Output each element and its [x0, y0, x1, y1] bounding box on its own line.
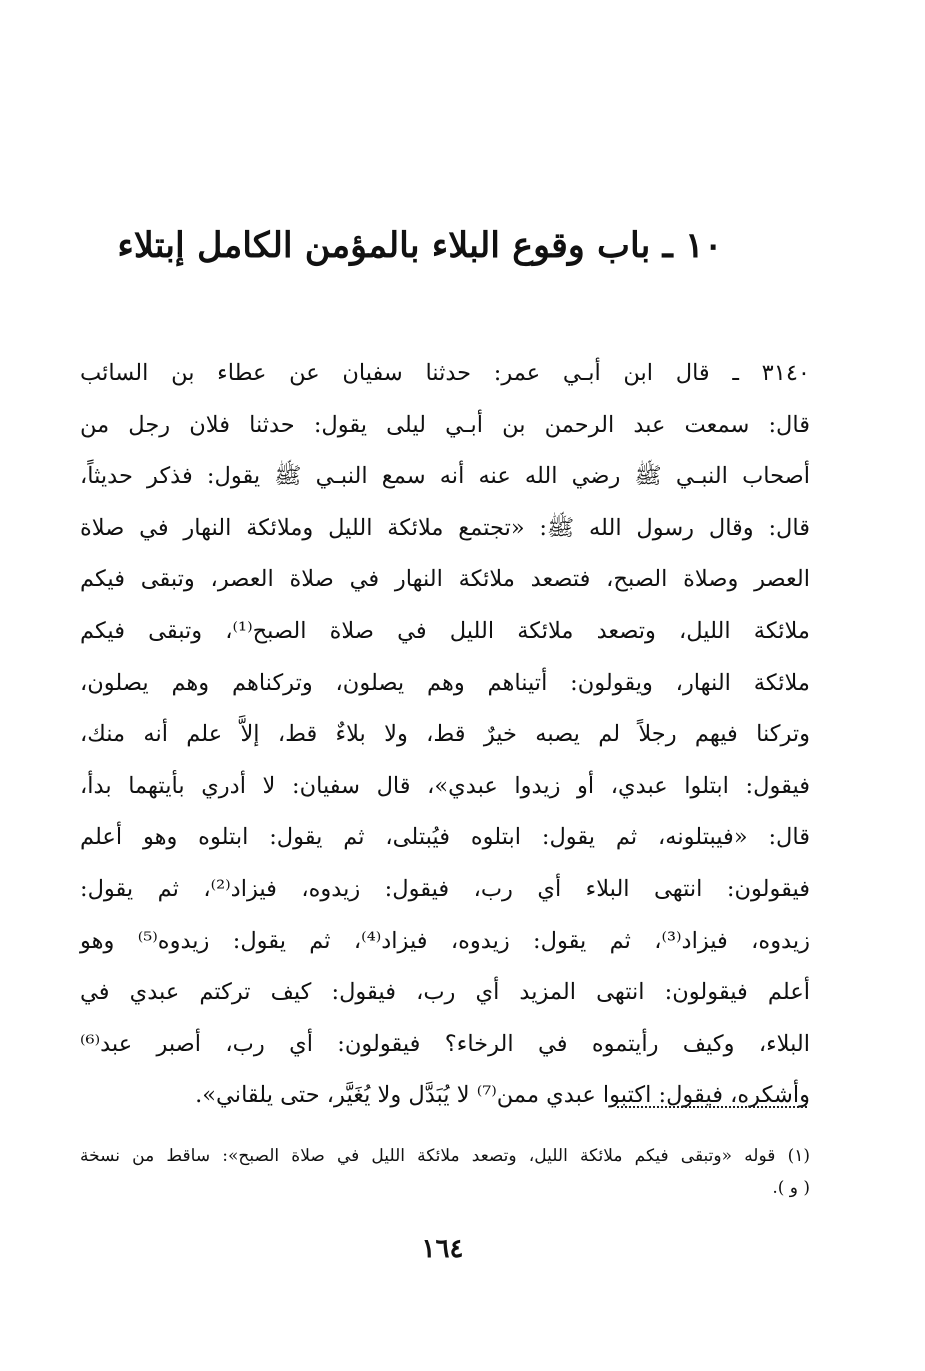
hadith-line: ٣١٤٠ ـ قال ابن أبـي عمر: حدثنا سفيان عن عطاء بن السائب	[80, 360, 810, 386]
page-number: ١٦٤	[421, 1234, 464, 1264]
hadith-line: البلاء، وكيف رأيتموه في الرخاء؟ فيقولون: أي رب، أصبر عبد⁽⁶⁾	[80, 1030, 810, 1057]
hadith-line: قال: «فيبتلونه، ثم يقول: ابتلوه فيُبتلى، ثم يقول: ابتلوه وهو أعلم	[80, 824, 810, 851]
hadith-line: ملائكة الليل، وتصعد ملائكة الليل في صلاة الصبح⁽¹⁾، وتبقى فيكم	[80, 617, 810, 644]
hadith-line: أعلم فيقولون: انتهى المزيد أي رب، فيقول: كيف تركتم عبدي في	[80, 979, 810, 1006]
footnote-separator	[617, 1106, 807, 1108]
hadith-line: فيقول: ابتلوا عبدي، أو زيدوا عبدي»، قال سفيان: لا أدري بأيتهما بدأ،	[80, 772, 810, 799]
hadith-line: العصر وصلاة الصبح، فتصعد ملائكة النهار في صلاة العصر، وتبقى فيكم	[80, 566, 810, 593]
hadith-line: قال: وقال رسول الله ﷺ: «تجتمع ملائكة الليل وملائكة النهار في صلاة	[80, 514, 810, 541]
hadith-line: وتركنا فيهم رجلاً لم يصبه خيرٌ قط، ولا بلاءٌ قط، إلاَّ علم أنه منك،	[80, 721, 810, 748]
hadith-line: فيقولون: انتهى البلاء أي رب، فيقول: زيدوه، فيزاد⁽²⁾، ثم يقول:	[80, 875, 810, 902]
hadith-line: زيدوه، فيزاد⁽³⁾، ثم يقول: زيدوه، فيزاد⁽⁴⁾، ثم يقول: زيدوه⁽⁵⁾ وهو	[80, 927, 810, 954]
hadith-line: وأشكره، فيقول: اكتبوا عبدي ممن⁽⁷⁾ لا يُبَدَّل ولا يُغَيَّر، حتى يلقاني».	[195, 1082, 810, 1109]
footnotes	[80, 1140, 810, 1204]
footnote-line: (١) قوله «وتبقى فيكم ملائكة الليل، وتصعد ملائكة الليل في صلاة الصبح»: ساقط من نسخة	[80, 1146, 810, 1166]
hadith-line: قال: سمعت عبد الرحمن بن أبـي ليلى يقول: حدثنا فلان رجل من	[80, 411, 810, 438]
footnote-line: ( و ).	[772, 1178, 810, 1198]
hadith-line: أصحاب النبـي ﷺ رضي الله عنه أنه سمع النبـي ﷺ يقول: فذكر حديثاً،	[80, 463, 810, 490]
hadith-line: ملائكة النهار، ويقولون: أتيناهم وهم يصلون، وتركناهم وهم يصلون،	[80, 669, 810, 696]
hadith-text	[80, 348, 810, 1122]
chapter-title: ١٠ ـ باب وقوع البلاء بالمؤمن الكامل إبتلاء	[117, 225, 723, 266]
